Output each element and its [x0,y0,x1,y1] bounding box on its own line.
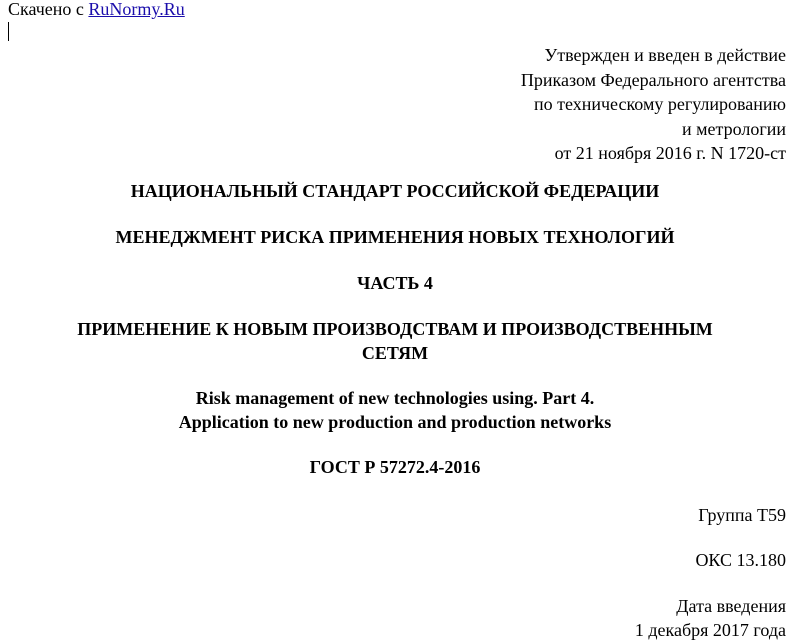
intro-date: 1 декабря 2017 года [634,620,786,640]
text-cursor [8,22,9,41]
english-title-line-2: Application to new production and production networks [178,412,612,432]
part-title-line-1: ПРИМЕНЕНИЕ К НОВЫМ ПРОИЗВОДСТВАМ И ПРОИЗВОДСТВЕННЫМ [77,319,713,339]
group-label: Группа Т59 [698,505,786,525]
approval-line: Приказом Федерального агентства [520,69,786,90]
approval-line: и метрологии [682,118,786,139]
approval-line: от 21 ноября 2016 г. N 1720-ст [554,143,786,163]
part-title-line-2: СЕТЯМ [361,343,429,363]
standard-part: ЧАСТЬ 4 [357,273,433,293]
english-title-line-1: Risk management of new technologies using. Part 4. [195,388,595,408]
standard-title: НАЦИОНАЛЬНЫЙ СТАНДАРТ РОССИЙСКОЙ ФЕДЕРАЦИИ [130,181,660,201]
source-prefix: Скачено с [8,0,89,19]
intro-date-label: Дата введения [676,596,786,616]
standard-code: ГОСТ Р 57272.4-2016 [309,457,481,477]
oks-code: ОКС 13.180 [695,550,786,570]
standard-subject: МЕНЕДЖМЕНТ РИСКА ПРИМЕНЕНИЯ НОВЫХ ТЕХНОЛОГИЙ [115,227,675,247]
runormy-link[interactable]: RuNormy.Ru [88,0,185,19]
source-line [8,0,185,20]
approval-block [521,43,786,166]
approval-line: по техническому регулированию [533,94,786,114]
approval-line: Утвержден и введен в действие [544,45,786,65]
